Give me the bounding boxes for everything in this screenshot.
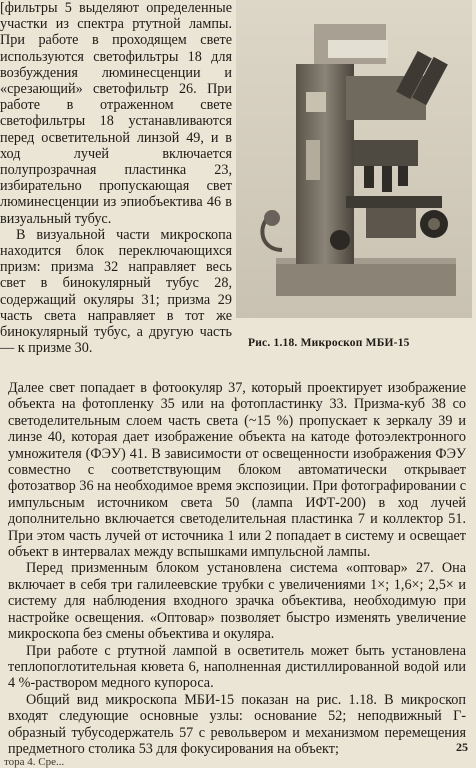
left-text-column (0, 0, 232, 356)
full-width-text (8, 380, 466, 757)
next-page-fragment: тора 4. Сре... (4, 756, 65, 768)
paragraph-4: Перед призменным блоком установлена система «оптовар» 27. Она включает в себя три галилеевские трубки с увеличениями 1×; 1,6×; 2,5× и систему для наблюдения входного зрачка объектива, необходимую при настройке освещения. «Оптовар» позволяет быстро изменять увеличение микроскопа без смены объектива и окуляра. (8, 560, 466, 643)
paragraph-6: Общий вид микроскопа МБИ-15 показан на рис. 1.18. В микроскоп входят следующие основные узлы: основание 52; неподвижный Г-образный тубусодержатель 57 с револьвером и механизмом перемещения предметного столика 53 для фокусирования на объект; (8, 691, 466, 757)
microscope-image (236, 0, 472, 318)
paragraph-2: В визуальной части микроскопа находится блок переключающихся призм: призма 32 направляет весь свет в бинокулярный тубус 28, содержащий окуляры 31; призма 29 часть света направляет в тот же бинокулярный тубус, а другую часть — к призме 30. (0, 226, 232, 357)
paragraph-5: При работе с ртутной лампой в осветитель может быть установлена теплопоглотительная кювета 6, наполненная дистиллированной водой или 4 %-раствором медного купороса. (8, 642, 466, 692)
microscope-photo (236, 0, 472, 318)
figure-caption: Рис. 1.18. Микроскоп МБИ-15 (248, 337, 410, 349)
paragraph-3: Далее свет попадает в фотоокуляр 37, который проектирует изображение объекта на фотопленку 35 или на фотопластинку 33. Призма-куб 38 со светоделительным слоем часть света (~15 %) пропускает к зеркалу 39 и линзе 40, которая дает изображение объекта на катоде фотоэлектронного умножителя (ФЭУ) 41. В зависимости от освещенности изображения ФЭУ совместно с соответствующим блоком автоматически открывает фотозатвор 36 на необходимое время экспозиции. При фотографировании с импульсным источником света 50 (лампа ИФТ-200) в ход лучей дополнительно включается светоделительная пластинка 7 и коллектор 51. При этом часть лучей от источника 1 или 2 попадает в систему и освещает объект в интервалах между вспышками импульсной лампы. (8, 380, 466, 561)
paragraph-1: [фильтры 5 выделяют определенные участки из спектра ртутной лампы. При работе в проходящем свете используются светофильтры 18 для возбуждения люминесценции и «срезающий» светофильтр 26. При работе в отраженном свете светофильтры 18 устанавливаются перед осветительной линзой 49, и в ход лучей включается полупрозрачная пластинка 23, избирательно пропускающая свет люминесценции из эпиобъектива 46 в визуальный тубус. (0, 0, 232, 227)
page-number: 25 (456, 740, 468, 754)
